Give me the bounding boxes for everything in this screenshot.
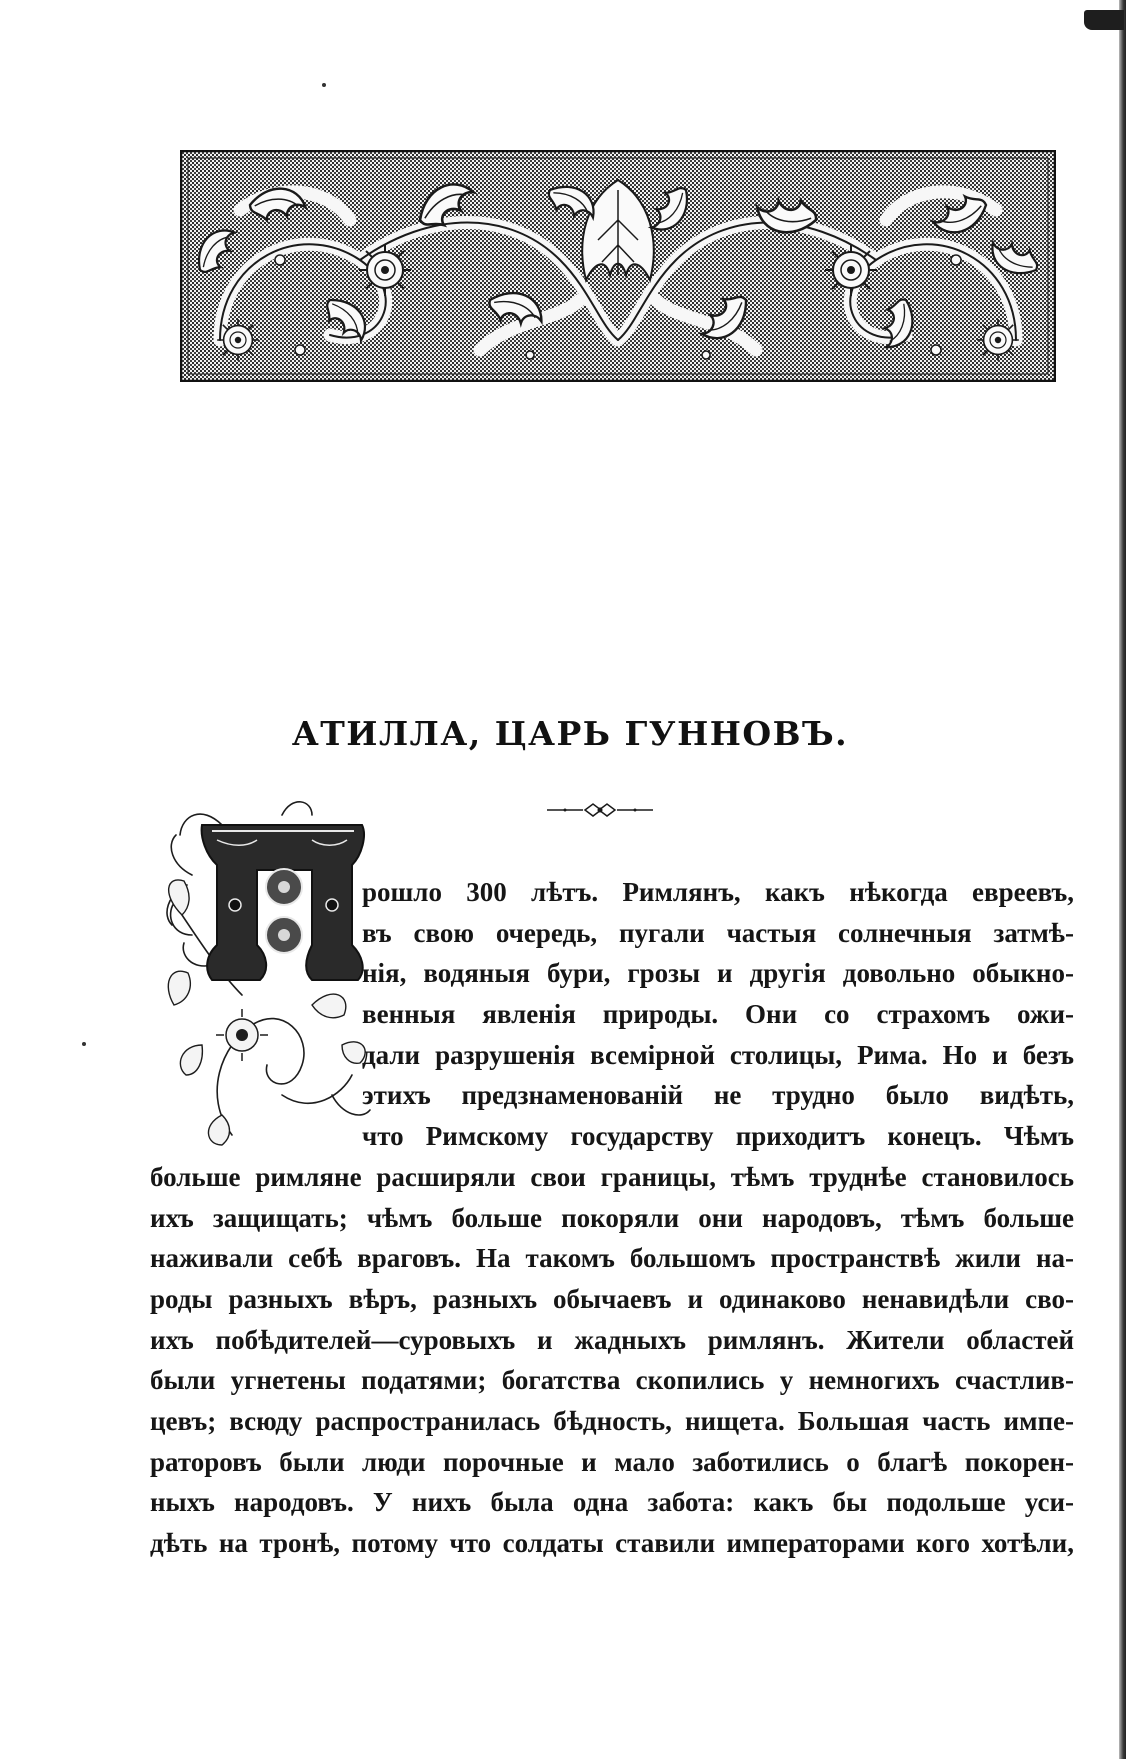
text-line: дѣть на тронѣ, потому что солдаты ставили императорами кого хотѣли, — [150, 1528, 1074, 1558]
floral-headpiece-icon — [180, 150, 1056, 382]
text-line: рошло 300 лѣтъ. Римлянъ, какъ нѣкогда евреевъ, — [362, 877, 1074, 907]
print-speck — [322, 83, 326, 87]
text-line: ихъ побѣдителей—суровыхъ и жадныхъ римлянъ. Жители областей — [150, 1324, 1074, 1355]
diamond-divider-icon — [545, 800, 655, 820]
text-line: дали разрушенія всемірной столицы, Рима. Но и безъ — [362, 1039, 1074, 1070]
chapter-title: АТИЛЛА, ЦАРЬ ГУННОВЪ. — [291, 714, 849, 753]
text-line: этихъ предзнаменованій не трудно было видѣть, — [362, 1080, 1074, 1111]
text-line: въ свою очередь, пугали частыя солнечныя затмѣ- — [362, 917, 1074, 948]
ornamental-headpiece — [180, 150, 1056, 382]
text-line: ихъ защищать; чѣмъ больше покоряли они народовъ, тѣмъ больше — [150, 1202, 1074, 1233]
text-line: раторовъ были люди порочные и мало заботились о благѣ покорен- — [150, 1446, 1074, 1477]
text-line: венныя явленія природы. Они со страхомъ ожи- — [362, 999, 1074, 1030]
print-speck — [82, 1042, 86, 1046]
text-line: цевъ; всюду распространилась бѣдность, нищета. Большая часть импе- — [150, 1405, 1074, 1436]
body-text — [150, 872, 1074, 1564]
text-line: были угнетены податями; богатства скопились у немногихъ счастлив- — [150, 1365, 1074, 1396]
text-line: ныхъ народовъ. У нихъ была одна забота: какъ бы подольше уси- — [150, 1487, 1074, 1518]
text-line: что Римскому государству приходитъ конецъ. Чѣмъ — [362, 1121, 1074, 1152]
text-line: наживали себѣ враговъ. На такомъ большомъ пространствѣ жили на- — [150, 1243, 1074, 1274]
text-line: нія, водяныя бури, грозы и другія довольно обыкно- — [362, 958, 1074, 989]
book-page-edge — [1119, 0, 1126, 1759]
text-line: больше римляне расширяли свои границы, тѣмъ труднѣе становилось — [150, 1161, 1074, 1192]
page-corner-shadow — [1084, 10, 1124, 30]
text-line: роды разныхъ вѣръ, разныхъ обычаевъ и одинаково ненавидѣли сво- — [150, 1283, 1074, 1314]
